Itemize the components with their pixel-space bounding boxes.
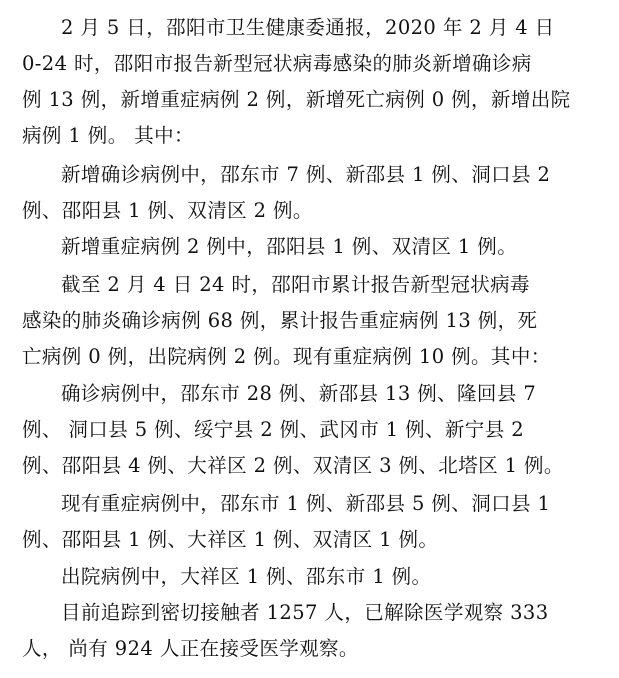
paragraph-line: 目前追踪到密切接触者 1257 人，已解除医学观察 333 [61, 601, 549, 624]
paragraph-line: 截至 2 月 4 日 24 时，邵阳市累计报告新型冠状病毒 [61, 273, 530, 296]
paragraph-line: 0-24 时，邵阳市报告新型冠状病毒感染的肺炎新增确诊病 [22, 52, 532, 75]
paragraph-line: 例、邵阳县 1 例、大祥区 1 例、双清区 1 例。 [22, 528, 439, 551]
paragraph-line: 出院病例中，大祥区 1 例、邵东市 1 例。 [61, 565, 432, 588]
paragraph-line: 例、 洞口县 5 例、绥宁县 2 例、武冈市 1 例、新宁县 2 [22, 418, 525, 441]
paragraph-line: 新增重症病例 2 例中，邵阳县 1 例、双清区 1 例。 [61, 235, 518, 258]
paragraph-line: 病例 1 例。 其中： [22, 124, 194, 147]
paragraph-line: 例 13 例，新增重症病例 2 例，新增死亡病例 0 例，新增出院 [22, 88, 571, 111]
paragraph-line: 例、邵阳县 1 例、双清区 2 例。 [22, 199, 313, 222]
paragraph-line: 确诊病例中，邵东市 28 例、新邵县 13 例、隆回县 7 [61, 382, 537, 405]
paragraph-line: 新增确诊病例中，邵东市 7 例、新邵县 1 例、洞口县 2 [61, 163, 551, 186]
paragraph-line: 2 月 5 日，邵阳市卫生健康委通报，2020 年 2 月 4 日 [61, 16, 555, 39]
paragraph-line: 亡病例 0 例，出院病例 2 例。现有重症病例 10 例。其中： [22, 345, 551, 368]
paragraph-line: 感染的肺炎确诊病例 68 例，累计报告重症病例 13 例，死 [22, 309, 538, 332]
paragraph-line: 人， 尚有 924 人正在接受医学观察。 [22, 637, 359, 660]
paragraph-line: 例、邵阳县 4 例、大祥区 2 例、双清区 3 例、北塔区 1 例。 [22, 454, 564, 477]
paragraph-line: 现有重症病例中，邵东市 1 例、新邵县 5 例、洞口县 1 [61, 492, 551, 515]
